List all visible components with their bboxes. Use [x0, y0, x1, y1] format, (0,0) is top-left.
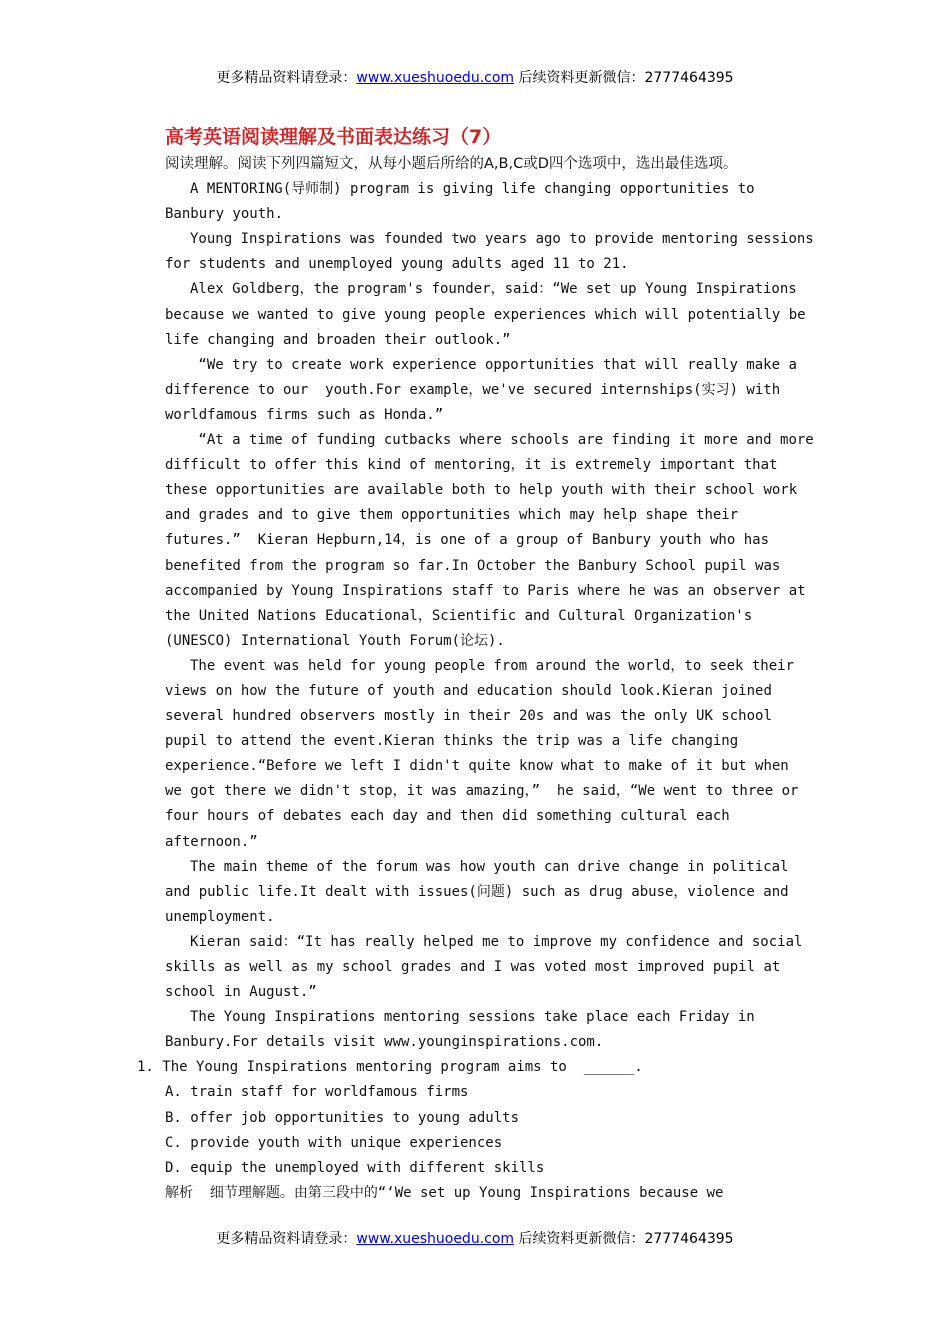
passage-line: because we wanted to give young people experiences which will potentially be [165, 306, 806, 323]
passage-line: The Young Inspirations mentoring sessions take place each Friday in [190, 1009, 755, 1026]
passage-line: difference to our youth.For example，we've secured internships(实习) with [165, 381, 781, 398]
passage-line: afternoon.” [165, 833, 258, 850]
footer-suffix: 后续资料更新微信：2777464395 [514, 1231, 734, 1247]
passage-line: “We try to create work experience opportunities that will really make a [190, 356, 797, 373]
option-d: D. equip the unemployed with different skills [165, 1159, 545, 1176]
header-suffix: 后续资料更新微信：2777464395 [514, 70, 734, 86]
footer-prefix: 更多精品资料请登录： [216, 1231, 357, 1247]
passage-line: these opportunities are available both to help youth with their school work [165, 482, 798, 499]
document-body [137, 122, 825, 1206]
passage-line: Young Inspirations was founded two years ago to provide mentoring sessions [190, 231, 814, 248]
passage-line: Alex Goldberg，the program's founder，said：“We set up Young Inspirations [190, 281, 797, 298]
passage-line: Banbury youth. [165, 206, 284, 223]
page-header [0, 67, 950, 87]
passage-line: school in August.” [165, 984, 317, 1001]
passage-line: we got there we didn't stop，it was amazing，” he said，“We went to three or [165, 783, 799, 800]
option-a: A. train staff for worldfamous firms [165, 1084, 469, 1101]
header-prefix: 更多精品资料请登录： [216, 70, 357, 86]
page-footer [0, 1228, 950, 1248]
passage-line: and grades and to give them opportunities which may help shape their [165, 507, 739, 524]
passage-line: pupil to attend the event.Kieran thinks the trip was a life changing [165, 733, 739, 750]
instruction: 阅读理解。阅读下列四篇短文，从每小题后所给的A,B,C或D四个选项中，选出最佳选项。 [165, 156, 738, 172]
doc-title: 高考英语阅读理解及书面表达练习（7） [165, 126, 502, 148]
passage-line: several hundred observers mostly in their 20s and was the only UK school [165, 708, 772, 725]
header-link[interactable]: www.xueshuoedu.com [356, 70, 515, 86]
passage-line: skills as well as my school grades and I was voted most improved pupil at [165, 959, 781, 975]
passage-line: worldfamous firms such as Honda.” [165, 406, 444, 423]
passage-line: Kieran said：“It has really helped me to improve my confidence and social [190, 933, 803, 950]
passage-line: Banbury.For details visit www.younginspirations.com. [165, 1034, 604, 1051]
passage-line: accompanied by Young Inspirations staff to Paris where he was an observer at [165, 582, 806, 599]
passage-line: experience.“Before we left I didn't quite know what to make of it but when [165, 758, 789, 775]
passage-line: four hours of debates each day and then did something cultural each [165, 808, 730, 825]
passage-line: views on how the future of youth and education should look.Kieran joined [165, 682, 772, 699]
passage-line: life changing and broaden their outlook.” [165, 331, 511, 348]
passage-line: futures.” Kieran Hepburn,14，is one of a group of Banbury youth who has [165, 532, 770, 549]
footer-link[interactable]: www.xueshuoedu.com [356, 1231, 515, 1247]
passage-line: benefited from the program so far.In October the Banbury School pupil was [165, 557, 781, 574]
passage-line: difficult to offer this kind of mentoring，it is extremely important that [165, 457, 778, 474]
passage-line: unemployment. [165, 908, 275, 925]
passage-line: the United Nations Educational，Scientific and Cultural Organization's [165, 607, 753, 624]
passage-line: The event was held for young people from around the world，to seek their [190, 657, 795, 674]
passage-line: (UNESCO) International Youth Forum(论坛). [165, 632, 505, 649]
analysis-line: 解析 细节理解题。由第三段中的“‘We set up Young Inspirations because we [165, 1184, 724, 1201]
passage-line: A MENTORING(导师制) program is giving life changing opportunities to [190, 181, 755, 198]
option-b: B. offer job opportunities to young adults [165, 1109, 520, 1126]
question-1: 1. The Young Inspirations mentoring program aims to ______. [137, 1059, 643, 1076]
passage-line: and public life.It dealt with issues(问题) such as drug abuse，violence and [165, 883, 789, 900]
passage-line: “At a time of funding cutbacks where schools are finding it more and more [190, 432, 814, 449]
passage-line: for students and unemployed young adults aged 11 to 21. [165, 256, 629, 273]
passage-line: The main theme of the forum was how youth can drive change in political [190, 858, 789, 875]
option-c: C. provide youth with unique experiences [165, 1134, 503, 1151]
